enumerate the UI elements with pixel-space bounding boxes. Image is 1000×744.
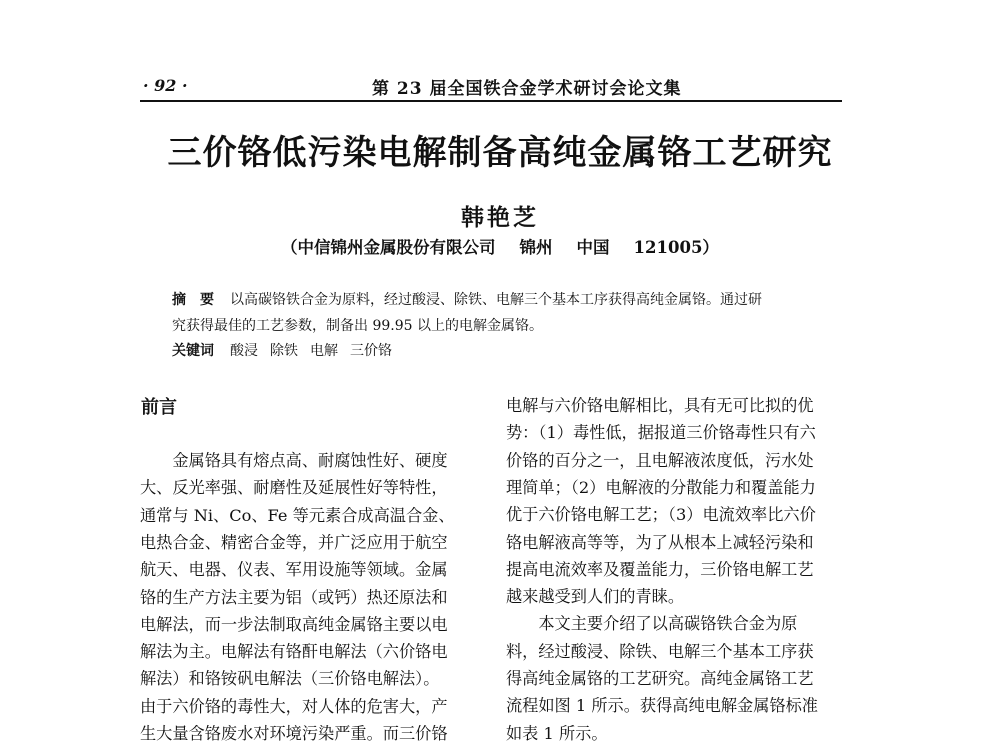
- paragraph-line: 铬电解液高等等，为了从根本上减轻污染和: [506, 532, 814, 552]
- paragraph-line: 航天、电器、仪表、军用设施等领域。金属: [140, 560, 448, 580]
- paragraph-line: 价铬的百分之一，且电解液浓度低，污水处: [506, 450, 814, 470]
- paragraph-line: 铬的生产方法主要为铝（或钙）热还原法和: [140, 587, 448, 607]
- paragraph-line: 提高电流效率及覆盖能力，三价铬电解工艺: [506, 559, 814, 579]
- paragraph-line: 本文主要介绍了以高碳铬铁合金为原: [506, 614, 798, 634]
- keyword: 三价铬: [350, 343, 392, 359]
- paragraph-line: 生大量含铬废水对环境污染严重。而三价铬: [140, 724, 448, 743]
- paper-title: 三价铬低污染电解制备高纯金属铬工艺研究: [167, 133, 833, 173]
- paragraph-line: 势：（1）毒性低，据报道三价铬毒性只有六: [506, 423, 816, 443]
- header-rule: [140, 100, 842, 102]
- section-heading: 前言: [141, 397, 177, 418]
- paragraph-line: 得高纯金属铬的工艺研究。高纯金属铬工艺: [506, 669, 814, 688]
- paragraph-line: 通常与 Ni、Co、Fe 等元素合成高温合金、: [140, 505, 455, 525]
- author: 韩艳芝: [461, 204, 539, 231]
- paragraph-line: 电热合金、精密合金等，并广泛应用于航空: [140, 532, 448, 552]
- affiliation-city: 锦州: [519, 238, 553, 257]
- abstract-line: 究获得最佳的工艺参数，制备出 99.95 以上的电解金属铬。: [172, 318, 543, 334]
- paragraph-line: 解法）和铬铵矾电解法（三价铬电解法）。: [140, 669, 440, 689]
- abstract: [172, 287, 812, 339]
- running-header: 第 23 届全国铁合金学术研讨会论文集: [372, 79, 682, 99]
- affiliation: [0, 234, 1000, 258]
- affiliation-country: 中国: [576, 238, 610, 257]
- paragraph-line: 电解法，而一步法制取高纯金属铬主要以电: [140, 614, 448, 634]
- paragraph-line: 电解与六价铬电解相比，具有无可比拟的优: [506, 396, 814, 415]
- abstract-label: 摘 要: [172, 292, 214, 308]
- affiliation-org: （中信锦州金属股份有限公司: [281, 238, 496, 257]
- keyword: 电解: [310, 343, 338, 359]
- abstract-text: 以高碳铬铁合金为原料，经过酸浸、除铁、电解三个基本工序获得高纯金属铬。通过研: [230, 292, 762, 308]
- keywords: [172, 340, 404, 360]
- paragraph-line: 由于六价铬的毒性大，对人体的危害大，产: [140, 696, 448, 716]
- keywords-label: 关键词: [172, 343, 214, 359]
- paragraph-line: 大、反光率强、耐磨性及延展性好等特性，: [140, 478, 448, 498]
- page-number: · 92 ·: [143, 76, 188, 95]
- abstract-line: [172, 287, 812, 313]
- paragraph-line: 优于六价铬电解工艺；（3）电流效率比六价: [506, 505, 816, 525]
- keyword: 酸浸: [230, 343, 258, 359]
- paragraph-line: 金属铬具有熔点高、耐腐蚀性好、硬度: [140, 451, 448, 470]
- paragraph-line: 料，经过酸浸、除铁、电解三个基本工序获: [506, 641, 814, 661]
- paragraph-line: 流程如图 1 所示。获得高纯电解金属铬标准: [506, 696, 818, 716]
- paragraph-line: 如表 1 所示。: [506, 723, 608, 743]
- keyword: 除铁: [270, 343, 298, 359]
- paragraph-line: 理简单；（2）电解液的分散能力和覆盖能力: [506, 477, 816, 497]
- affiliation-postcode: 121005）: [633, 238, 719, 257]
- paragraph-line: 解法为主。电解法有铬酐电解法（六价铬电: [140, 642, 448, 662]
- paragraph-line: 越来越受到人们的青睐。: [506, 587, 685, 607]
